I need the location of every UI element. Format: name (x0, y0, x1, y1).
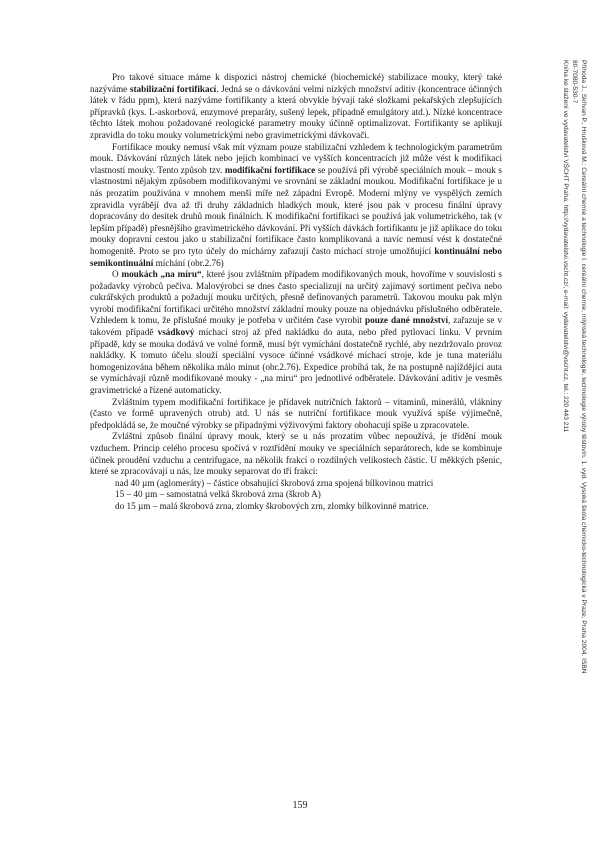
fraction-item: do 15 µm – malá škrobová zrna, zlomky škrobových zrn, zlomky bílkovinné matrice. (115, 500, 429, 511)
term-modification-fortification: modifikační fortifikace (224, 164, 316, 175)
term-custom-flour: moukách „na míru“ (121, 269, 202, 280)
text: Zvláštní způsob finální úpravy mouk, který se u nás prozatím vůbec nepoužívá, je třídění mouk vzduchem. Princip celého procesu spočívá v roztřídění mouky ve speciálních separátorech, kde se kombinuje účinek proudění vzduchu a centrifugace, na několik frakcí o rozdílných velikostech částic. U měkkých pšenic, které se zpracovávají u nás, lze mouky separovat do tří frakcí: (90, 431, 502, 477)
fraction-item: nad 40 µm (aglomeráty) – částice obsahující škrobová zrna spojená bílkovinou matrici (115, 477, 434, 488)
term-given-amount: pouze dané množství (365, 315, 448, 326)
text: Zvláštním typem modifikační fortifikace je přídavek nutričních faktorů – vitaminů, minerálů, vlákniny (často ve formě upravených otrub) atd. U nás se nutriční fortifikace mouk využívá spíše výjimečně, předpokládá se, že moučné výrobky se případnými výživovými faktory obohacují spíše u zpracovatele. (90, 396, 502, 430)
paragraph-stabilization (90, 72, 502, 142)
side-citation (528, 60, 588, 840)
text: se používá při výrobě speciálních mouk – mouk s vlastnostmi nějakým způsobem modifikovanými ve srovnání se základní moukou. Modifikační fortifikace je u nás prozatím používána v mnohem menší míře než západní Evropě. Moderní mlýny ve vyspělých zemích zpravidla vyrábějí dva až tři druhy základních hladkých mouk, které jsou pak v procesu finální úpravy dopracovány do desítek druhů mouk finálních. K modifikační fortifikaci se používá jak volumetrického, tak (v lepším případě) přesnějšího gravimetrického dávkování. Při vyšších dávkách fortifikantu je již aplikace do toku mouky dopravní cestou jako u stabilizační fortifikace často komplikovaná a navíc nemusí vést k dostatečné homogenitě. Proto se pro tyto účely do míchárny zařazují často míchací stroje umožňující (90, 164, 502, 256)
page-body (90, 72, 502, 513)
paragraph-modification (90, 142, 502, 270)
paragraph-air-classification (90, 431, 502, 477)
text: Pro takové situace máme k dispozici nástroj chemické (biochemické) stabilizace mouky, který také nazýváme (90, 72, 502, 94)
term-batch: vsádkový (157, 327, 195, 338)
page-number: 159 (292, 800, 308, 811)
citation-line: Kniha ke stažení ve vydavatelství VŠCHT Praha, http://vydavatelstvi.vscht.cz/, e-mail: vydavatelstvi@vscht.cz, tel.: 220 443 211 (562, 60, 569, 433)
paragraph-custom-flour (90, 269, 502, 397)
text: míchání (obr.2.76) (153, 257, 224, 268)
fraction-item: 15 – 40 µm – samostatná velká škrobová zrna (škrob A) (115, 489, 321, 500)
paragraph-nutrition (90, 397, 502, 432)
citation-line: 80-7080-530-7 (571, 60, 578, 104)
text: Fortifikace mouky nemusí však mít význam pouze stabilizační vzhledem k technologickým parametrům mouk. Dávkování různých látek nebo jejich kombinací ve vyšších koncentracích již může vést k modifikaci vlastností mouky. Tento způsob tzv. (90, 141, 502, 175)
text: O (112, 269, 122, 280)
text: , které jsou zvláštním případem modifikovaných mouk, hovoříme v souvislosti s požadavky výrobců pečiva. Malovýrobci se dnes často specializují na určitý zajímavý sortiment pečiva nebo cukrářských produktů a požadují mouku určitých, přesně definovaných parametrů. Takovou mouku pak mlýn vyrobí modifikační fortifikací určitého množství základní mouky pouze na objednávku příslušného odběratele. Vzhledem k tomu, že příslušné mouky je potřeba v určitém čase vyrobit (90, 269, 502, 326)
text: míchací stroj až před nakládku do auta, nebo před pytlovací linku. V prvním případě, kdy se mouka dodává ve volné formě, musí být vymíchání dostatečně rychlé, aby nezdržovalo provoz nakládky. K tomuto účelu slouží speciální vysoce účinné vsádkové míchací stroje, kde je tuna materiálu homogenizována během několika málo minut (obr.2.76). Expedice probíhá tak, že na postupně najíždějící auta se vymíchávají různě modifikované mouky - „na míru“ pro jednotlivé odběratele. Dávkování aditiv je vesměs gravimetrické a řízené automaticky. (90, 327, 502, 396)
text: . Jedná se o dávkování velmi nízkých množství aditiv (koncentrace účinných látek v řádu ppm), která nazýváme fortifikanty a která obvykle bývají také složkami pekařských zlepšujících přípravků (kys. L-askorbová, enzymové preparáty, sušený lepek, případně emulgátory atd.). Nízké koncentrace těchto látek mohou požadované reologické parametry mouky účinně optimalizovat. Fortifikanty se aplikují zpravidla do toku mouky volumetrickými nebo gravimetrickými dávkovači. (90, 83, 502, 140)
side-citation-text (528, 60, 588, 840)
text: , zařazuje se v takovém případě (90, 315, 502, 338)
term-continuous-mixing: kontinuální nebo semikontinuální (90, 245, 502, 268)
citation-line: Příhoda J., Skřivan P., Hrušková M.: Cereální chemie a technologie I. cereální chemie, mlýnská technologie, technologie výroby těstovin. 1. vyd. Vysoká škola chemicko-technologická v Praze, Praha 2004. ISBN (580, 60, 587, 674)
term-stabilization-fortification: stabilizační fortifikací (129, 83, 217, 94)
